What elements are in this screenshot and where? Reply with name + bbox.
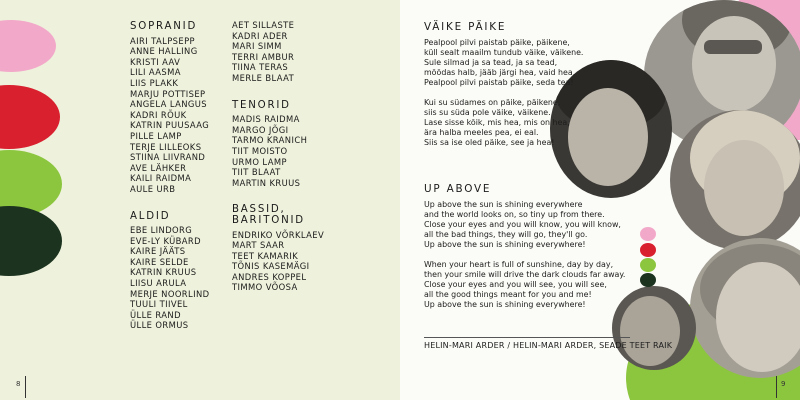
- lyric-line: Kui su südames on päike, päikene,: [424, 97, 561, 107]
- singer-name: PILLE LAMP: [130, 130, 182, 141]
- stanza: [424, 38, 624, 88]
- dark-green-blob: [0, 206, 62, 276]
- singer-name: LIISU ARULA: [130, 278, 187, 289]
- singer-name: AVE LÄHKER: [130, 162, 187, 173]
- singer-name: STIINA LIIVRAND: [130, 152, 206, 163]
- singer-name: TERRI AMBUR: [232, 51, 295, 62]
- song-vaike-paike: [424, 22, 624, 157]
- section-heading: BASSID, BARITONID: [232, 204, 305, 226]
- singer-name: MERJE NOORLIND: [130, 288, 210, 299]
- singer-name: TEET KAMARIK: [232, 250, 299, 261]
- lyric-line: ära halba meeles pea, ei eal.: [424, 127, 539, 137]
- singer-name: LIIS PLAKK: [130, 77, 179, 88]
- singer-name: ANDRES KOPPEL: [232, 271, 307, 282]
- singer-name: TIIT BLAAT: [232, 167, 281, 178]
- singer-name: KAILI RAIDMA: [130, 173, 192, 184]
- page-tick: [25, 376, 26, 398]
- lyric-line: and the world looks on, so tiny up from there.: [424, 210, 605, 220]
- singer-name: MARJU POTTISEP: [130, 88, 206, 99]
- section-heading: SOPRANID: [130, 21, 198, 32]
- lyric-line: Close your eyes and you will know, you will know,: [424, 220, 621, 230]
- song-title: VÄIKE PÄIKE: [424, 21, 507, 33]
- dark-green-dot: [640, 273, 656, 287]
- singer-name: MART SAAR: [232, 240, 285, 251]
- singer-name: TERJE LILLEOKS: [130, 141, 202, 152]
- lyric-line: Up above the sun is shining everywhere: [424, 200, 583, 210]
- lyric-line: küll sealt maailm tundub väike, väikene.: [424, 48, 584, 58]
- pink-dot: [640, 227, 656, 241]
- lyric-line: mõõdas halb, jääb järgi hea, vaid hea.: [424, 68, 576, 78]
- red-dot: [640, 243, 656, 257]
- stanza: [424, 200, 624, 250]
- lyric-line: Up above the sun is shining everywhere!: [424, 299, 586, 309]
- portrait-photo: [670, 110, 800, 250]
- lyric-line: Up above the sun is shining everywhere!: [424, 240, 586, 250]
- singer-name: TÕNIS KASEMÄGI: [232, 261, 310, 272]
- singer-name: MARTIN KRUUS: [232, 177, 301, 188]
- singer-name: MERLE BLAAT: [232, 72, 295, 83]
- singer-name: MADIS RAIDMA: [232, 114, 300, 125]
- singer-name: AET SILLASTE: [232, 20, 295, 30]
- singer-name: AIRI TALPSEPP: [130, 35, 195, 46]
- singer-name: ÜLLE RAND: [130, 309, 181, 320]
- singer-name: KAIRE SELDE: [130, 256, 189, 267]
- singer-name: ÜLLE ORMUS: [130, 320, 189, 331]
- singer-name: ANNE HALLING: [130, 46, 198, 57]
- song-credit: HELIN-MARI ARDER / HELIN-MARI ARDER, SEADE TEET RAIK: [424, 341, 673, 350]
- singer-name: KATRIN PUUSAAG: [130, 120, 210, 131]
- portrait-photo: [612, 286, 696, 370]
- stanza: [424, 98, 624, 148]
- credit-divider: [424, 337, 630, 338]
- singer-name: TUULI TIIVEL: [130, 299, 188, 310]
- singer-name: MARI SIMM: [232, 41, 282, 52]
- singer-name: TIMMO VÕOSA: [232, 282, 298, 293]
- section-heading: TENORID: [232, 99, 291, 111]
- song-title: UP ABOVE: [424, 183, 492, 195]
- singer-name: KADRI ADER: [232, 30, 288, 41]
- singer-name: EVE-LY KÜBARD: [130, 235, 202, 246]
- lyric-line: Pealpool pilvi paistab päike, päikene,: [424, 38, 570, 48]
- right-page: [400, 0, 800, 400]
- singer-name: ENDRIKO VÕRKLAEV: [232, 229, 325, 240]
- green-dot: [640, 258, 656, 272]
- singer-name: ANGELA LANGUS: [130, 99, 208, 110]
- singer-name: AULE URB: [130, 183, 176, 194]
- singers-column-2: [232, 20, 342, 293]
- singer-name: TIINA TERAS: [232, 62, 289, 73]
- page-number: 8: [16, 380, 21, 388]
- pink-blob: [0, 20, 56, 72]
- lyric-line: Lase sisse kõik, mis hea, mis on hea,: [424, 117, 570, 127]
- red-blob: [0, 85, 60, 149]
- lyric-line: Pealpool pilvi paistab päike, seda tea!: [424, 78, 574, 88]
- singer-name: TIIT MOISTO: [232, 145, 288, 156]
- lyric-line: all the good things meant for you and me!: [424, 289, 592, 299]
- section-heading: ALDID: [130, 210, 171, 222]
- lyric-line: siis su süda pole väike, väikene.: [424, 107, 551, 117]
- lyric-line: then your smile will drive the dark clouds far away.: [424, 269, 626, 279]
- lyric-line: Sule silmad ja sa tead, ja sa tead,: [424, 58, 558, 68]
- singer-name: TARMO KRANICH: [232, 135, 308, 146]
- lyric-line: When your heart is full of sunshine, day by day,: [424, 259, 614, 269]
- lyric-line: Siis sa ise oled päike, see ja hea!: [424, 137, 555, 147]
- lyric-line: all the bad things, they will go, they'll go.: [424, 230, 588, 240]
- singer-name: EBE LINDORG: [130, 225, 193, 236]
- stanza: [424, 260, 624, 310]
- singer-name: KRISTI AAV: [130, 56, 181, 67]
- singer-name: MARGO JÕGI: [232, 124, 289, 135]
- singer-name: URMO LAMP: [232, 156, 287, 167]
- lyric-line: Close your eyes and you will see, you will see,: [424, 279, 607, 289]
- singer-name: KAIRE JÄÄTS: [130, 246, 186, 257]
- page-tick: [776, 376, 777, 398]
- song-up-above: [424, 184, 624, 319]
- singer-name: KATRIN KRUUS: [130, 267, 197, 278]
- singers-column-1: [130, 22, 220, 331]
- singer-name: LILI AASMA: [130, 67, 181, 78]
- page-number: 9: [781, 380, 786, 388]
- singer-name: KADRI RÕUK: [130, 109, 187, 120]
